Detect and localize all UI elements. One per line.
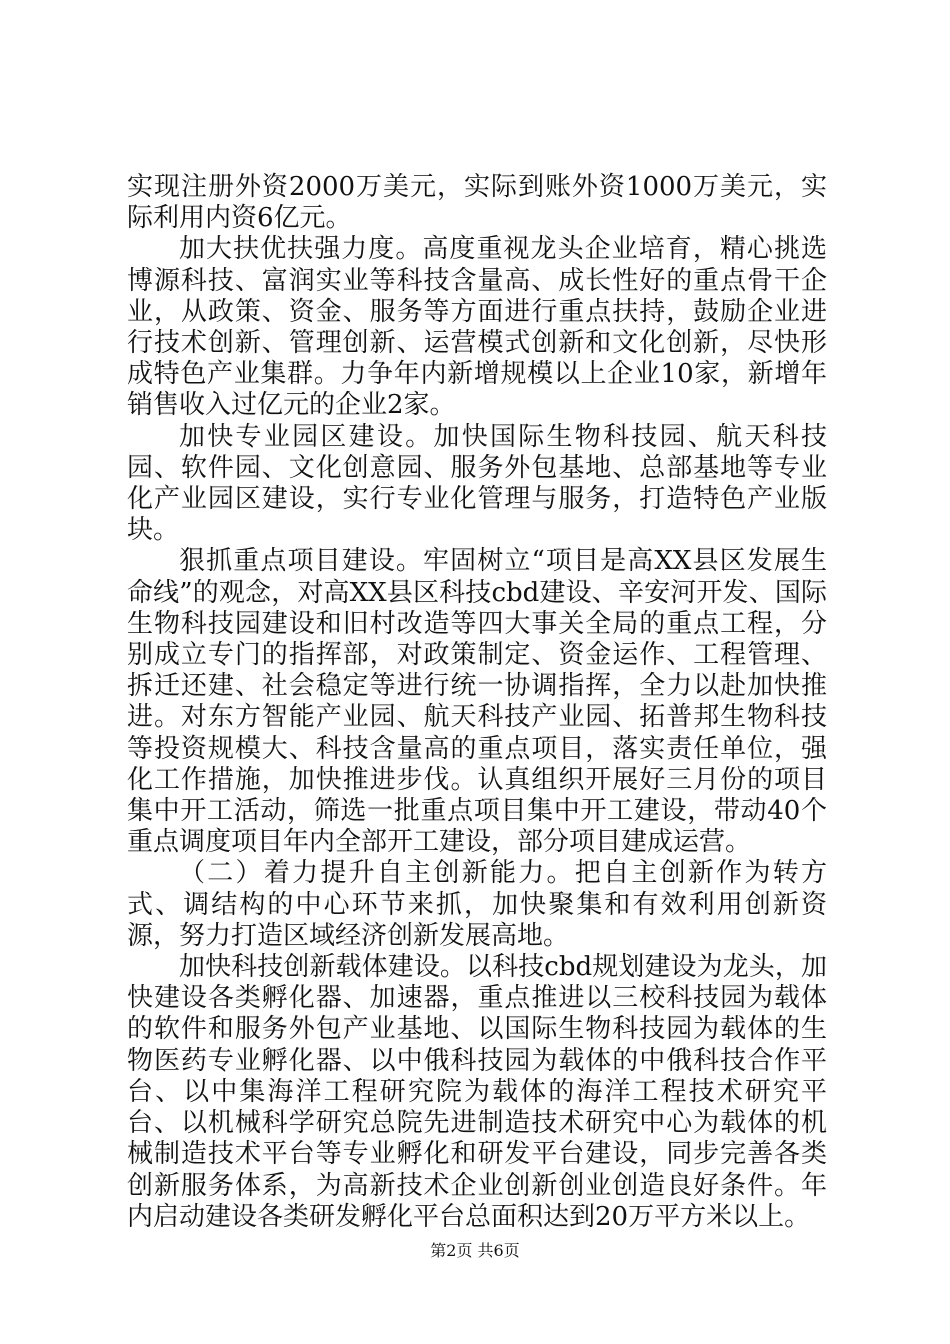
paragraph-section-two-heading: （二）着力提升自主创新能力。把自主创新作为转方式、调结构的中心环节来抓，加快聚集和有效利用创新资源，努力打造区域经济创新发展高地。 <box>127 858 827 951</box>
paragraph-key-projects: 狠抓重点项目建设。牢固树立“项目是高XX县区发展生命线”的观念，对高XX县区科技cbd建设、辛安河开发、国际生物科技园建设和旧村改造等四大事关全局的重点工程，分别成立专门的指挥部，对政策制定、资金运作、工程管理、拆迁还建、社会稳定等进行统一协调指挥，全力以赴加快推进。对东方智能产业园、航天科技产业园、拓普邦生物科技等投资规模大、科技含量高的重点项目，落实责任单位，强化工作措施，加快推进步伐。认真组织开展好三月份的项目集中开工活动，筛选一批重点项目集中开工建设，带动40个重点调度项目年内全部开工建设，部分项目建成运营。 <box>127 546 827 858</box>
paragraph-industrial-parks: 加快专业园区建设。加快国际生物科技园、航天科技园、软件园、文化创意园、服务外包基地、总部基地等专业化产业园区建设，实行专业化管理与服务，打造特色产业版块。 <box>127 421 827 546</box>
paragraph-continuation: 实现注册外资2000万美元，实际到账外资1000万美元，实际利用内资6亿元。 <box>127 172 827 234</box>
paragraph-support-strong-enterprises: 加大扶优扶强力度。高度重视龙头企业培育，精心挑选博源科技、富润实业等科技含量高、成长性好的重点骨干企业，从政策、资金、服务等方面进行重点扶持，鼓励企业进行技术创新、管理创新、运营模式创新和文化创新，尽快形成特色产业集群。力争年内新增规模以上企业10家，新增年销售收入过亿元的企业2家。 <box>127 234 827 421</box>
paragraph-innovation-platforms: 加快科技创新载体建设。以科技cbd规划建设为龙头，加快建设各类孵化器、加速器，重点推进以三校科技园为载体的软件和服务外包产业基地、以国际生物科技园为载体的生物医药专业孵化器、以中俄科技园为载体的中俄科技合作平台、以中集海洋工程研究院为载体的海洋工程技术研究平台、以机械科学研究总院先进制造技术研究中心为载体的机械制造技术平台等专业孵化和研发平台建设，同步完善各类创新服务体系，为高新技术企业创新创业创造良好条件。年内启动建设各类研发孵化平台总面积达到20万平方米以上。 <box>127 952 827 1232</box>
document-body <box>127 172 827 1233</box>
page-number-footer: 第2页 共6页 <box>430 1241 520 1260</box>
